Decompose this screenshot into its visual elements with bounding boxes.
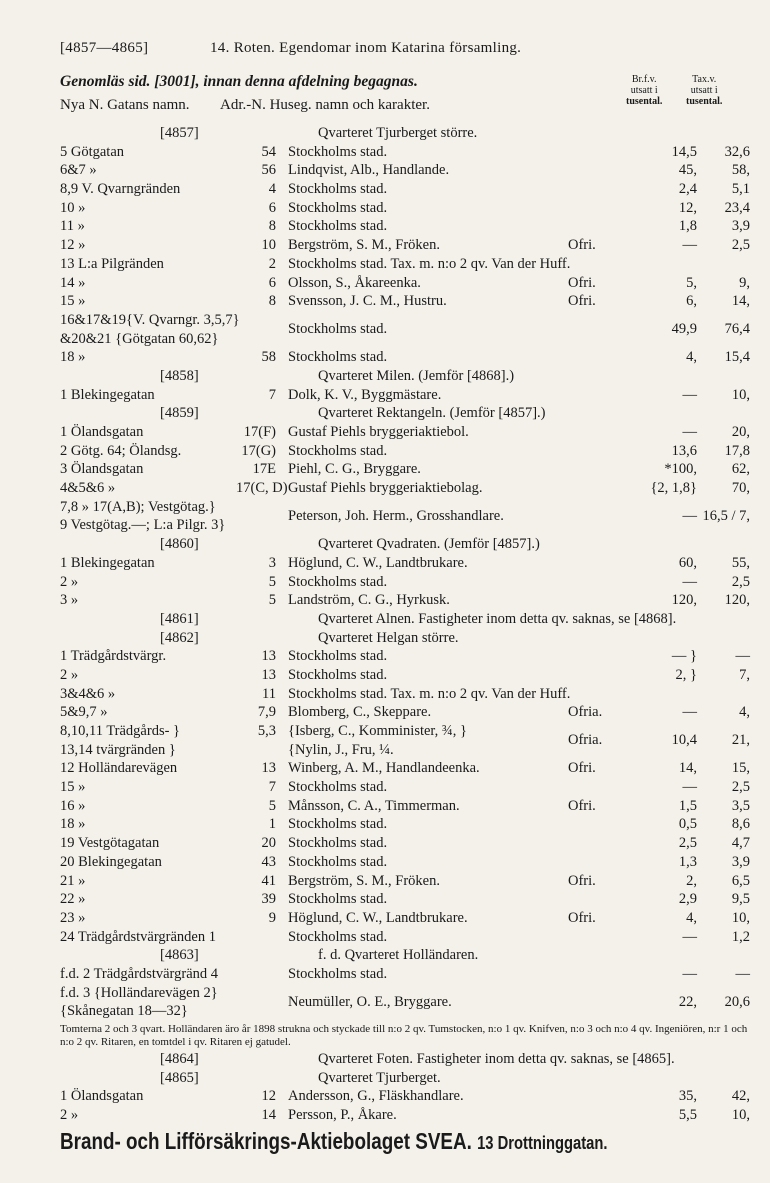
status: Ofri. bbox=[568, 293, 596, 310]
address: 11 » bbox=[60, 218, 85, 235]
tax-value: 23,4 bbox=[724, 199, 750, 216]
owner: Lindqvist, Alb., Handlande. bbox=[288, 162, 450, 179]
table-row bbox=[60, 554, 750, 573]
tax-value: 32,6 bbox=[724, 143, 750, 160]
owner: Stockholms stad. bbox=[288, 965, 388, 982]
old-number: 5 bbox=[268, 797, 276, 814]
address: 1 Blekingegatan bbox=[60, 554, 155, 571]
tax-value: 20,6 bbox=[724, 993, 750, 1010]
address: 1 Ölandsgatan bbox=[60, 424, 144, 441]
tax-value: 1,2 bbox=[731, 928, 750, 945]
old-number: 58 bbox=[261, 349, 276, 366]
section-number: [4865] bbox=[160, 1069, 199, 1086]
tax-value: 10, bbox=[731, 1107, 750, 1124]
owner: Blomberg, C., Skeppare. bbox=[288, 704, 432, 721]
address: 23 » bbox=[60, 909, 86, 926]
advertisement-banner bbox=[60, 1128, 626, 1155]
address: 6&7 » bbox=[60, 162, 97, 179]
section-title: Qvarteret Helgan större. bbox=[318, 629, 459, 646]
address: 3&4&6 » bbox=[60, 685, 116, 702]
owner: Stockholms stad. bbox=[288, 181, 388, 198]
old-number: 7,9 bbox=[257, 704, 276, 721]
table-row bbox=[60, 591, 750, 610]
owner: Gustaf Piehls bryggeriaktiebolag. bbox=[288, 480, 483, 497]
owner-line-2: {Nylin, J., Fru, ¼. bbox=[288, 741, 394, 758]
old-number: 17E bbox=[252, 461, 276, 478]
owner: Stockholms stad. bbox=[288, 816, 388, 833]
status: Ofri. bbox=[568, 274, 596, 291]
old-number: 56 bbox=[261, 162, 276, 179]
address: 24 Trädgårdstvärgränden 1 bbox=[60, 928, 216, 945]
owner: Olsson, S., Åkareenka. bbox=[288, 274, 421, 291]
tax-value: 9, bbox=[739, 274, 750, 291]
owner: Peterson, Joh. Herm., Grosshandlare. bbox=[288, 507, 504, 524]
tax-column-header: Tax.v. utsatt i tusental. bbox=[686, 74, 723, 107]
tax-value: 6,5 bbox=[731, 872, 750, 889]
fire-insurance-value: — bbox=[682, 965, 697, 982]
fire-insurance-value: 1,5 bbox=[678, 797, 697, 814]
tax-value: 62, bbox=[731, 461, 750, 478]
owner: Piehl, C. G., Bryggare. bbox=[288, 461, 421, 478]
section-title: Qvarteret Tjurberget större. bbox=[318, 125, 478, 141]
section-title: f. d. Qvarteret Holländaren. bbox=[318, 947, 479, 964]
fire-insurance-value: — bbox=[682, 237, 697, 254]
section-title: Qvarteret Foten. Fastigheter inom detta qv. saknas, se [4865]. bbox=[318, 1051, 675, 1068]
tax-value: 55, bbox=[731, 554, 750, 571]
address-line-2: 13,14 tvärgränden } bbox=[60, 741, 176, 758]
tax-value: 3,5 bbox=[731, 797, 750, 814]
owner: Dolk, K. V., Byggmästare. bbox=[288, 386, 442, 403]
fire-insurance-value: 0,5 bbox=[678, 816, 697, 833]
table-row bbox=[60, 292, 750, 311]
table-row bbox=[60, 498, 750, 535]
status: Ofri. bbox=[568, 872, 596, 889]
banner-address: 13 Drottninggatan. bbox=[477, 1133, 608, 1153]
old-number: 41 bbox=[261, 872, 276, 889]
fire-insurance-value: 2, bbox=[686, 872, 697, 889]
fire-insurance-value: — bbox=[682, 573, 697, 590]
owner: Stockholms stad. Tax. m. n:o 2 qv. Van der Huff. bbox=[288, 685, 571, 702]
old-number: 7 bbox=[268, 386, 276, 403]
owner: Neumüller, O. E., Bryggare. bbox=[288, 993, 452, 1010]
old-number: 5 bbox=[268, 592, 276, 609]
table-row bbox=[60, 834, 750, 853]
tax-value: 17,8 bbox=[724, 442, 750, 459]
tax-value: 2,5 bbox=[731, 237, 750, 254]
tax-value: 9,5 bbox=[731, 891, 750, 908]
section-title: Qvarteret Rektangeln. (Jemför [4857].) bbox=[318, 405, 546, 422]
old-number: 13 bbox=[261, 760, 276, 777]
status: Ofri. bbox=[568, 237, 596, 254]
fire-insurance-value: 22, bbox=[678, 993, 697, 1010]
old-number: 17(F) bbox=[243, 424, 276, 441]
old-number: 20 bbox=[261, 835, 276, 852]
tax-value: 10, bbox=[731, 386, 750, 403]
table-row bbox=[60, 872, 750, 891]
old-number: 10 bbox=[261, 237, 276, 254]
old-number: 54 bbox=[261, 143, 276, 160]
fire-insurance-value: 2,5 bbox=[678, 835, 697, 852]
section-title: Qvarteret Qvadraten. (Jemför [4857].) bbox=[318, 536, 540, 553]
tax-value: 15,4 bbox=[724, 349, 750, 366]
table-row bbox=[60, 348, 750, 367]
old-number: 8 bbox=[268, 218, 276, 235]
section-number: [4862] bbox=[160, 629, 199, 646]
owner: Bergström, S. M., Fröken. bbox=[288, 872, 440, 889]
section-heading bbox=[60, 1069, 750, 1088]
fire-insurance-value: 14, bbox=[678, 760, 697, 777]
address: 2 » bbox=[60, 1107, 79, 1124]
banner-company: Brand- och Lifförsäkrings-Aktiebolaget SVEA. bbox=[60, 1128, 472, 1154]
tax-value: — bbox=[735, 965, 750, 982]
fire-insurance-value: 13,6 bbox=[671, 442, 697, 459]
owner: Stockholms stad. bbox=[288, 666, 388, 683]
section-title: Qvarteret Alnen. Fastigheter inom detta qv. saknas, se [4868]. bbox=[318, 610, 677, 627]
table-row bbox=[60, 274, 750, 293]
col-old-name: Adr.-N. Huseg. namn och karakter. bbox=[220, 97, 430, 113]
fire-insurance-value: 45, bbox=[678, 162, 697, 179]
footnote bbox=[60, 1021, 750, 1050]
fire-insurance-value: 4, bbox=[686, 349, 697, 366]
table-row bbox=[60, 647, 750, 666]
owner: Höglund, C. W., Landtbrukare. bbox=[288, 554, 468, 571]
fire-insurance-value: {2, 1,8} bbox=[650, 480, 697, 497]
fire-insurance-value: 5, bbox=[686, 274, 697, 291]
tax-value: 21, bbox=[731, 732, 750, 749]
owner: Stockholms stad. bbox=[288, 143, 388, 160]
fire-insurance-value: *100, bbox=[664, 461, 697, 478]
old-number: 39 bbox=[261, 891, 276, 908]
footnote-text: Tomterna 2 och 3 qvart. Holländaren äro år 1898 strukna och styckade till n:o 2 qv. Tumstocken, n:o 1 qv. Knifven, n:o 3 och n:o 4 qv. Ingeniören, n:r 1 och n:o 2 qv. Ritaren, en tomtdel i qv. Ritaren ej gatudel. bbox=[60, 1023, 748, 1048]
address: 15 » bbox=[60, 779, 86, 796]
table-row bbox=[60, 703, 750, 722]
fire-insurance-value: — bbox=[682, 928, 697, 945]
address: 12 » bbox=[60, 237, 86, 254]
address: 20 Blekingegatan bbox=[60, 853, 162, 870]
address: 5 Götgatan bbox=[60, 143, 125, 160]
fire-insurance-value: 35, bbox=[678, 1088, 697, 1105]
section-heading bbox=[60, 124, 750, 143]
tax-value: 15, bbox=[731, 760, 750, 777]
section-title: Qvarteret Milen. (Jemför [4868].) bbox=[318, 367, 515, 384]
fire-insurance-value: 2, } bbox=[675, 666, 697, 683]
table-row bbox=[60, 666, 750, 685]
status: Ofria. bbox=[568, 732, 603, 749]
section-number: [4860] bbox=[160, 536, 199, 553]
address: 2 » bbox=[60, 666, 79, 683]
old-number: 13 bbox=[261, 666, 276, 683]
owner: Stockholms stad. bbox=[288, 891, 388, 908]
property-list bbox=[60, 124, 750, 1125]
section-heading bbox=[60, 629, 750, 648]
address: 1 Blekingegatan bbox=[60, 386, 155, 403]
fire-insurance-value: 2,9 bbox=[678, 891, 697, 908]
fire-insurance-value: 60, bbox=[678, 554, 697, 571]
table-row bbox=[60, 143, 750, 162]
owner: Stockholms stad. bbox=[288, 835, 388, 852]
fire-insurance-value: — } bbox=[671, 648, 697, 665]
section-number: [4857] bbox=[160, 125, 199, 141]
owner: Bergström, S. M., Fröken. bbox=[288, 237, 440, 254]
old-number: 5,3 bbox=[257, 723, 276, 740]
old-number: 5 bbox=[268, 573, 276, 590]
old-number: 3 bbox=[268, 554, 276, 571]
section-number: [4864] bbox=[160, 1051, 199, 1068]
address: f.d. 3 {Holländarevägen 2} bbox=[60, 984, 218, 1001]
fire-insurance-value: 10,4 bbox=[671, 732, 697, 749]
address: 12 Holländarevägen bbox=[60, 760, 178, 777]
col-new-name: Nya N. Gatans namn. bbox=[60, 97, 190, 113]
address: 5&9,7 » bbox=[60, 704, 108, 721]
owner: Månsson, C. A., Timmerman. bbox=[288, 797, 460, 814]
section-heading bbox=[60, 610, 750, 629]
old-number: 9 bbox=[268, 909, 276, 926]
table-row bbox=[60, 984, 750, 1021]
section-heading bbox=[60, 367, 750, 386]
tax-value: 4,7 bbox=[731, 835, 750, 852]
table-row bbox=[60, 460, 750, 479]
address: 18 » bbox=[60, 816, 86, 833]
table-row bbox=[60, 311, 750, 348]
address: 8,9 V. Qvarngränden bbox=[60, 181, 181, 198]
section-number: [4859] bbox=[160, 405, 199, 422]
table-row bbox=[60, 815, 750, 834]
owner: Stockholms stad. bbox=[288, 218, 388, 235]
owner: Stockholms stad. bbox=[288, 320, 388, 337]
section-heading bbox=[60, 1050, 750, 1069]
address: 3 » bbox=[60, 592, 79, 609]
owner: Andersson, G., Fläskhandlare. bbox=[288, 1088, 464, 1105]
old-number: 12 bbox=[261, 1088, 276, 1105]
owner: Stockholms stad. bbox=[288, 349, 388, 366]
owner: Svensson, J. C. M., Hustru. bbox=[288, 293, 447, 310]
fire-insurance-value: 1,8 bbox=[678, 218, 697, 235]
tax-value: 2,5 bbox=[731, 573, 750, 590]
table-row bbox=[60, 479, 750, 498]
fire-insurance-value: 12, bbox=[678, 199, 697, 216]
fire-insurance-value: 5,5 bbox=[678, 1107, 697, 1124]
fire-insurance-value: — bbox=[682, 386, 697, 403]
owner: Höglund, C. W., Landtbrukare. bbox=[288, 909, 468, 926]
fire-insurance-value: — bbox=[682, 424, 697, 441]
fire-insurance-value: — bbox=[682, 779, 697, 796]
tax-value: 42, bbox=[731, 1088, 750, 1105]
address-line-2: 9 Vestgötag.—; L:a Pilgr. 3} bbox=[60, 517, 226, 534]
address: 1 Ölandsgatan bbox=[60, 1088, 144, 1105]
tax-value: 3,9 bbox=[731, 218, 750, 235]
address: 8,10,11 Trädgårds- } bbox=[60, 723, 181, 740]
table-row bbox=[60, 1106, 750, 1125]
address: 3 Ölandsgatan bbox=[60, 461, 144, 478]
table-row bbox=[60, 236, 750, 255]
section-title: Qvarteret Tjurberget. bbox=[318, 1069, 441, 1086]
table-row bbox=[60, 965, 750, 984]
owner: Persson, P., Åkare. bbox=[288, 1107, 397, 1124]
owner: Stockholms stad. bbox=[288, 648, 388, 665]
tax-value: 10, bbox=[731, 909, 750, 926]
fire-insurance-value: 49,9 bbox=[671, 320, 697, 337]
tax-value: 76,4 bbox=[724, 320, 750, 337]
table-row bbox=[60, 217, 750, 236]
table-row bbox=[60, 442, 750, 461]
address: 10 » bbox=[60, 199, 86, 216]
old-number: 2 bbox=[268, 255, 276, 272]
table-row bbox=[60, 797, 750, 816]
address: 21 » bbox=[60, 872, 86, 889]
old-number: 6 bbox=[268, 274, 276, 291]
tax-value: 3,9 bbox=[731, 853, 750, 870]
fire-insurance-value: 1,3 bbox=[678, 853, 697, 870]
tax-value: — bbox=[735, 648, 750, 665]
address: 18 » bbox=[60, 349, 86, 366]
table-row bbox=[60, 928, 750, 947]
table-row bbox=[60, 386, 750, 405]
table-row bbox=[60, 180, 750, 199]
owner: Stockholms stad. Tax. m. n:o 2 qv. Van der Huff. bbox=[288, 255, 571, 272]
page-title: 14. Roten. Egendomar inom Katarina församling. bbox=[210, 40, 522, 56]
old-number: 43 bbox=[261, 853, 276, 870]
old-number: 1 bbox=[268, 816, 276, 833]
old-number: 17(G) bbox=[241, 442, 276, 459]
status: Ofri. bbox=[568, 909, 596, 926]
fire-insurance-value: 2,4 bbox=[678, 181, 697, 198]
address: 2 » bbox=[60, 573, 79, 590]
owner: Stockholms stad. bbox=[288, 199, 388, 216]
table-row bbox=[60, 853, 750, 872]
table-row bbox=[60, 778, 750, 797]
table-row bbox=[60, 759, 750, 778]
table-row bbox=[60, 909, 750, 928]
address: 7,8 » 17(A,B); Vestgötag.} bbox=[60, 498, 216, 515]
owner: Stockholms stad. bbox=[288, 779, 388, 796]
table-row bbox=[60, 1087, 750, 1106]
fire-insurance-value: — bbox=[682, 507, 697, 524]
address-line-2: &20&21 {Götgatan 60,62} bbox=[60, 330, 219, 347]
status: Ofri. bbox=[568, 760, 596, 777]
address: f.d. 2 Trädgårdstvärgränd 4 bbox=[60, 965, 219, 982]
address: 13 L:a Pilgränden bbox=[60, 255, 164, 272]
tax-value: 120, bbox=[724, 592, 750, 609]
old-number: 13 bbox=[261, 648, 276, 665]
table-row bbox=[60, 685, 750, 704]
owner: Winberg, A. M., Handlandeenka. bbox=[288, 760, 480, 777]
section-number: [4863] bbox=[160, 947, 199, 964]
address: 19 Vestgötagatan bbox=[60, 835, 160, 852]
fire-insurance-value: — bbox=[682, 704, 697, 721]
table-row bbox=[60, 722, 750, 759]
table-row bbox=[60, 199, 750, 218]
section-heading bbox=[60, 946, 750, 965]
old-number: 4 bbox=[268, 181, 276, 198]
tax-value: 2,5 bbox=[731, 779, 750, 796]
owner: Stockholms stad. bbox=[288, 442, 388, 459]
table-row bbox=[60, 255, 750, 274]
address-line-2: {Skånegatan 18—32} bbox=[60, 1003, 188, 1020]
owner: {Isberg, C., Komminister, ¾, } bbox=[288, 723, 468, 740]
tax-value: 4, bbox=[739, 704, 750, 721]
tax-value: 14, bbox=[731, 293, 750, 310]
old-number: 14 bbox=[261, 1107, 276, 1124]
owner: Stockholms stad. bbox=[288, 853, 388, 870]
tax-value: 5,1 bbox=[731, 181, 750, 198]
brf-column-header: Br.f.v. utsatt i tusental. bbox=[626, 74, 663, 107]
section-number: [4861] bbox=[160, 610, 199, 627]
page-range: [4857—4865] bbox=[60, 40, 149, 56]
address: 4&5&6 » bbox=[60, 480, 116, 497]
table-row bbox=[60, 161, 750, 180]
tax-value: 8,6 bbox=[731, 816, 750, 833]
section-number: [4858] bbox=[160, 367, 199, 384]
section-heading bbox=[60, 404, 750, 423]
table-row bbox=[60, 423, 750, 442]
address: 22 » bbox=[60, 891, 86, 908]
owner: Stockholms stad. bbox=[288, 928, 388, 945]
tax-value: 58, bbox=[731, 162, 750, 179]
owner: Gustaf Piehls bryggeriaktiebol. bbox=[288, 424, 469, 441]
reading-note: Genomläs sid. [3001], innan denna afdelning begagnas. bbox=[60, 73, 418, 90]
status: Ofria. bbox=[568, 704, 603, 721]
column-headers bbox=[60, 97, 430, 114]
address: 1 Trädgårdstvärgr. bbox=[60, 648, 167, 665]
address: 2 Götg. 64; Ölandsg. bbox=[60, 442, 182, 459]
fire-insurance-value: 120, bbox=[671, 592, 697, 609]
table-row bbox=[60, 890, 750, 909]
section-heading bbox=[60, 535, 750, 554]
owner: Landström, C. G., Hyrkusk. bbox=[288, 592, 450, 609]
address: 16 » bbox=[60, 797, 86, 814]
fire-insurance-value: 14,5 bbox=[671, 143, 697, 160]
status: Ofri. bbox=[568, 797, 596, 814]
fire-insurance-value: 4, bbox=[686, 909, 697, 926]
tax-value: 7, bbox=[739, 666, 750, 683]
address: 15 » bbox=[60, 293, 86, 310]
address: 14 » bbox=[60, 274, 86, 291]
old-number: 17(C, D) bbox=[236, 480, 288, 497]
old-number: 11 bbox=[262, 685, 276, 702]
fire-insurance-value: 6, bbox=[686, 293, 697, 310]
tax-value: 70, bbox=[731, 480, 750, 497]
table-row bbox=[60, 573, 750, 592]
page-header bbox=[60, 40, 521, 57]
old-number: 7 bbox=[268, 779, 276, 796]
old-number: 8 bbox=[268, 293, 276, 310]
tax-value: 16,5 / 7, bbox=[702, 507, 750, 524]
address: 16&17&19{V. Qvarngr. 3,5,7} bbox=[60, 311, 240, 328]
tax-value: 20, bbox=[731, 424, 750, 441]
old-number: 6 bbox=[268, 199, 276, 216]
owner: Stockholms stad. bbox=[288, 573, 388, 590]
